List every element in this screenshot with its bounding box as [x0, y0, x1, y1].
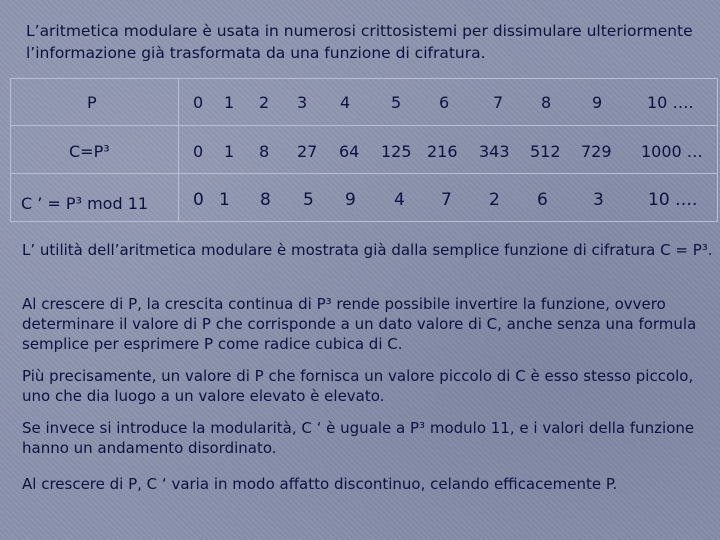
table-cell: 0 — [193, 142, 204, 161]
table-cell: 5 — [391, 93, 402, 112]
table-cell: 125 — [381, 142, 412, 161]
table-cell: 7 — [493, 93, 504, 112]
cube-mod-table — [10, 78, 718, 222]
paragraph-utility: L’ utilità dell’aritmetica modulare è mostrata già dalla semplice funzione di cifratura C = P³. — [22, 241, 713, 259]
table-cell: 1000 … — [641, 142, 703, 161]
table-cell: 1 — [224, 93, 235, 112]
table-cell: 0 — [193, 93, 204, 112]
table-cell: 0 — [193, 190, 204, 210]
table-cell: 729 — [581, 142, 612, 161]
row-label-p: P — [87, 93, 97, 112]
table-cell: 64 — [339, 142, 360, 161]
table-cell: 3 — [297, 93, 308, 112]
table-cell: 8 — [541, 93, 552, 112]
column-divider — [178, 79, 179, 221]
table-cell: 8 — [260, 190, 271, 210]
table-cell: 6 — [537, 190, 548, 210]
table-cell: 216 — [427, 142, 458, 161]
paragraph-modularity: Se invece si introduce la modularità, C ‘ è uguale a P³ modulo 11, e i valori della funzione hanno un andamento disordinato. — [22, 419, 695, 457]
paragraph-conclusion: Al crescere di P, C ‘ varia in modo affatto discontinuo, celando efficacemente P. — [22, 475, 618, 493]
table-cell: 8 — [259, 142, 270, 161]
table-cell: 2 — [489, 190, 500, 210]
slide-title: L’aritmetica modulare è usata in numerosi crittosistemi per dissimulare ulteriormente l’informazione già trasformata da una funzione di cifratura. — [26, 22, 693, 62]
table-cell: 6 — [439, 93, 450, 112]
table-cell: 5 — [303, 190, 314, 210]
table-cell: 7 — [441, 190, 452, 210]
table-cell: 4 — [340, 93, 351, 112]
paragraph-precision: Più precisamente, un valore di P che fornisca un valore piccolo di C è esso stesso piccolo, uno che dia luogo a un valore elevato è elevato. — [22, 367, 694, 405]
table-cell: 10 …. — [648, 190, 698, 210]
table-cell: 512 — [530, 142, 561, 161]
table-cell: 2 — [259, 93, 270, 112]
row-divider — [11, 125, 717, 126]
table-cell: 10 …. — [647, 93, 694, 112]
row-label-c: C=P³ — [69, 142, 110, 161]
table-cell: 1 — [219, 190, 230, 210]
table-cell: 9 — [345, 190, 356, 210]
table-cell: 3 — [593, 190, 604, 210]
table-cell: 343 — [479, 142, 510, 161]
row-divider — [11, 173, 717, 174]
table-cell: 27 — [297, 142, 318, 161]
table-cell: 9 — [592, 93, 603, 112]
table-cell: 4 — [394, 190, 405, 210]
table-cell: 1 — [224, 142, 235, 161]
paragraph-inversion: Al crescere di P, la crescita continua di P³ rende possibile invertire la funzione, ovvero determinare il valore di P che corrisponde a un dato valore di C, anche senza una formula semplice per esprimere P come radice cubica di C. — [22, 295, 697, 353]
row-label-c-mod: C ’ = P³ mod 11 — [21, 194, 149, 213]
